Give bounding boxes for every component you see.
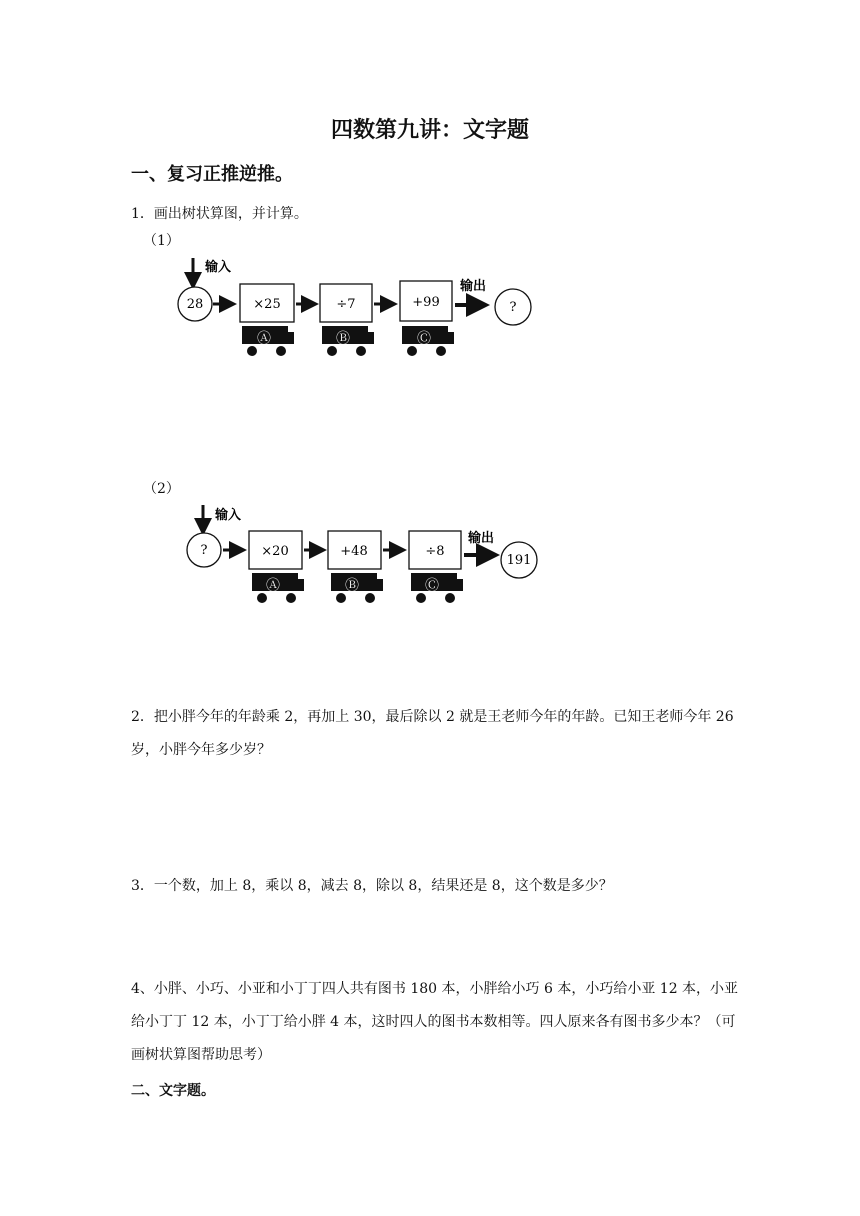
truck-label: Ⓒ <box>425 578 439 594</box>
question-2-text: 2．把小胖今年的年龄乘 2，再加上 30，最后除以 2 就是王老师今年的年龄。已知王老师今年 26 岁，小胖今年多少岁？ <box>131 709 734 758</box>
section-heading-2: 二、文字题。 <box>131 1083 215 1099</box>
operation-label: ×25 <box>253 297 281 312</box>
truck-icon <box>331 573 383 603</box>
truck-icon <box>322 326 374 356</box>
truck-icon <box>252 573 304 603</box>
input-value: 28 <box>186 297 204 312</box>
flow-diagram-2 <box>178 500 558 610</box>
input-label: 输入 <box>215 508 242 523</box>
operation-label: +48 <box>340 544 368 559</box>
operation-label: +99 <box>412 295 440 310</box>
question-1-part-1-label: （1） <box>143 233 180 249</box>
page-title: 四数第九讲：文字题 <box>330 117 529 143</box>
truck-icon <box>411 573 463 603</box>
truck-label: Ⓒ <box>417 331 431 347</box>
output-value: 191 <box>506 553 532 568</box>
output-value: ? <box>509 300 517 315</box>
truck-label: Ⓐ <box>257 331 271 347</box>
truck-label: Ⓐ <box>266 578 280 594</box>
operation-label: ×20 <box>261 544 289 559</box>
operation-label: ÷8 <box>425 544 445 559</box>
truck-label: Ⓑ <box>345 578 359 594</box>
question-4-text: 4、小胖、小巧、小亚和小丁丁四人共有图书 180 本，小胖给小巧 6 本，小巧给小亚 12 本，小亚给小丁丁 12 本，小丁丁给小胖 4 本，这时四人的图书本数相等。四人原来各有图书多少本？（可画树状算图帮助思考） <box>131 981 739 1063</box>
truck-icon <box>242 326 294 356</box>
question-1-part-2-label: （2） <box>143 481 180 497</box>
question-3-text: 3．一个数，加上 8，乘以 8，减去 8，除以 8，结果还是 8，这个数是多少？ <box>131 878 613 894</box>
truck-icon <box>402 326 454 356</box>
question-1-text: 1．画出树状算图，并计算。 <box>131 206 308 222</box>
section-heading-1: 一、复习正推逆推。 <box>131 164 293 185</box>
input-value: ? <box>200 543 208 558</box>
truck-label: Ⓑ <box>336 331 350 347</box>
output-label: 输出 <box>468 531 495 546</box>
operation-label: ÷7 <box>336 297 356 312</box>
output-label: 输出 <box>460 279 487 294</box>
input-label: 输入 <box>205 260 232 275</box>
flow-diagram-1 <box>170 250 550 360</box>
